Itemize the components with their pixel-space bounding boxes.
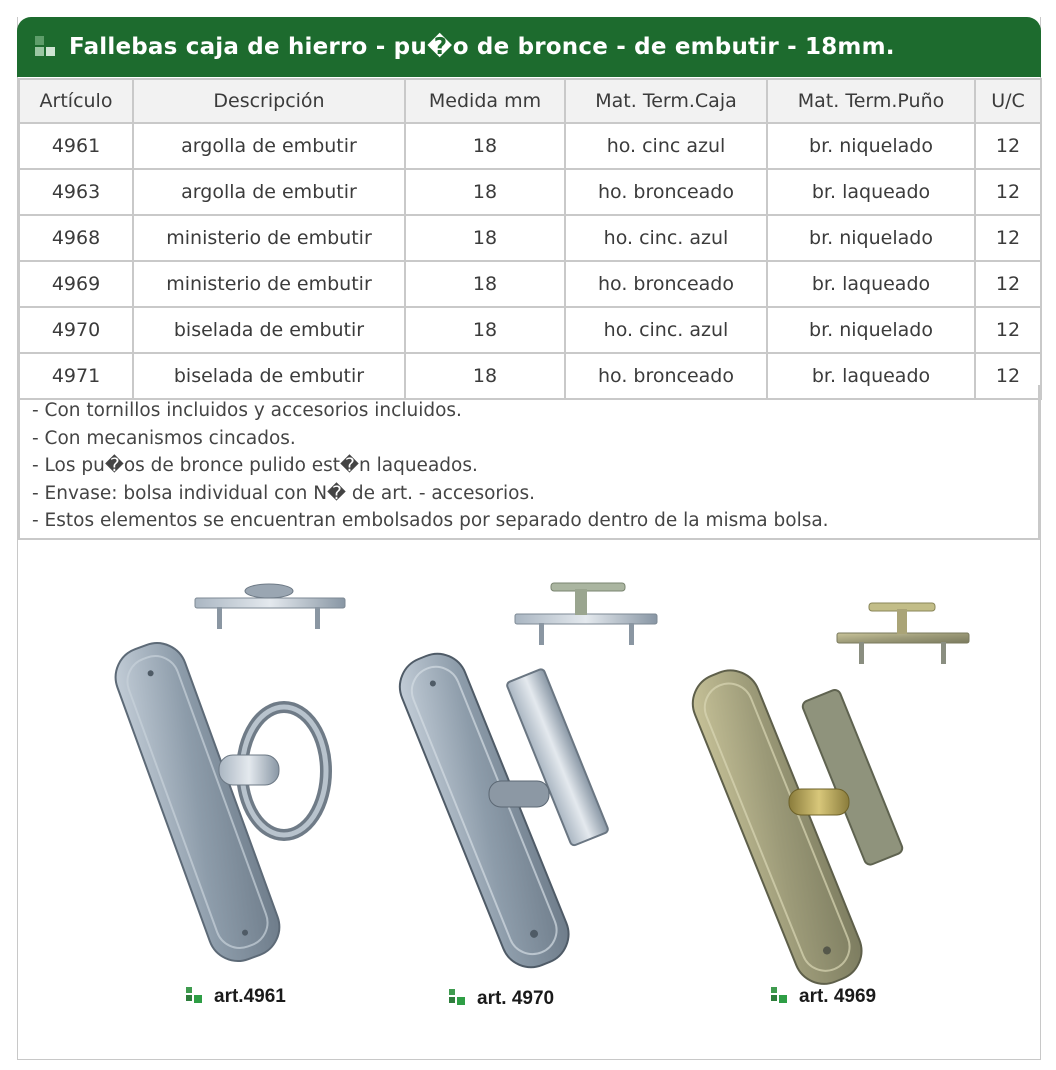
cell-box-finish: ho. bronceado bbox=[565, 169, 767, 215]
cell-units: 12 bbox=[975, 123, 1041, 169]
bullet-squares-icon bbox=[186, 987, 206, 1007]
fallebas-4961 bbox=[107, 584, 345, 969]
mounting-bar bbox=[195, 584, 345, 629]
bullet-squares-icon bbox=[449, 989, 469, 1009]
caption-label: art.4961 bbox=[214, 986, 286, 1007]
cell-box-finish: ho. bronceado bbox=[565, 353, 767, 399]
column-header: Descripción bbox=[133, 79, 405, 123]
bullet-squares-icon bbox=[771, 987, 791, 1007]
cell-size: 18 bbox=[405, 123, 565, 169]
cell-units: 12 bbox=[975, 307, 1041, 353]
table-row bbox=[19, 215, 1041, 261]
caption-label: art. 4969 bbox=[799, 986, 877, 1007]
caption-label: art. 4970 bbox=[477, 988, 555, 1009]
cell-size: 18 bbox=[405, 353, 565, 399]
cell-handle-finish: br. laqueado bbox=[767, 261, 975, 307]
fallebas-4969 bbox=[684, 603, 969, 993]
cell-units: 12 bbox=[975, 261, 1041, 307]
cell-description: ministerio de embutir bbox=[133, 215, 405, 261]
mounting-bar bbox=[515, 583, 657, 645]
bullet-squares-icon bbox=[35, 35, 59, 59]
cell-handle-finish: br. niquelado bbox=[767, 307, 975, 353]
cell-description: ministerio de embutir bbox=[133, 261, 405, 307]
caption-4970 bbox=[449, 988, 554, 1010]
mounting-bar bbox=[837, 603, 969, 664]
page-title: Fallebas caja de hierro - pu�o de bronce - de embutir - 18mm. bbox=[69, 34, 895, 60]
title-bar bbox=[17, 17, 1041, 77]
column-header: Mat. Term.Caja bbox=[565, 79, 767, 123]
note-line: - Con tornillos incluidos y accesorios incluidos. bbox=[32, 400, 462, 421]
column-header: Mat. Term.Puño bbox=[767, 79, 975, 123]
note-line: - Envase: bolsa individual con N� de art. - accesorios. bbox=[32, 482, 536, 504]
notes-block bbox=[18, 385, 1040, 540]
cell-article: 4969 bbox=[19, 261, 133, 307]
escutcheon-plate bbox=[107, 635, 288, 970]
cell-article: 4968 bbox=[19, 215, 133, 261]
table-row bbox=[19, 261, 1041, 307]
cell-size: 18 bbox=[405, 169, 565, 215]
cell-handle-finish: br. laqueado bbox=[767, 169, 975, 215]
spec-table bbox=[18, 78, 1042, 400]
cell-description: argolla de embutir bbox=[133, 123, 405, 169]
cell-box-finish: ho. bronceado bbox=[565, 261, 767, 307]
cell-description: argolla de embutir bbox=[133, 169, 405, 215]
cell-box-finish: ho. cinc azul bbox=[565, 123, 767, 169]
column-header: Artículo bbox=[19, 79, 133, 123]
cell-article: 4963 bbox=[19, 169, 133, 215]
cell-units: 12 bbox=[975, 353, 1041, 399]
cell-description: biselada de embutir bbox=[133, 353, 405, 399]
fallebas-4970 bbox=[391, 583, 657, 976]
product-illustration bbox=[19, 541, 1039, 1058]
cell-units: 12 bbox=[975, 215, 1041, 261]
cell-box-finish: ho. cinc. azul bbox=[565, 215, 767, 261]
cell-size: 18 bbox=[405, 215, 565, 261]
cell-size: 18 bbox=[405, 261, 565, 307]
table-row bbox=[19, 123, 1041, 169]
caption-4969 bbox=[771, 986, 876, 1008]
cell-box-finish: ho. cinc. azul bbox=[565, 307, 767, 353]
cell-handle-finish: br. laqueado bbox=[767, 353, 975, 399]
note-line: - Con mecanismos cincados. bbox=[32, 427, 296, 449]
column-header: Medida mm bbox=[405, 79, 565, 123]
cell-description: biselada de embutir bbox=[133, 307, 405, 353]
column-header: U/C bbox=[975, 79, 1041, 123]
cell-article: 4961 bbox=[19, 123, 133, 169]
cell-handle-finish: br. niquelado bbox=[767, 123, 975, 169]
cell-units: 12 bbox=[975, 169, 1041, 215]
cell-article: 4970 bbox=[19, 307, 133, 353]
note-line: - Los pu�os de bronce pulido est�n laqueados. bbox=[32, 455, 478, 476]
cell-size: 18 bbox=[405, 307, 565, 353]
table-header-row bbox=[19, 79, 1041, 123]
table-row bbox=[19, 307, 1041, 353]
table-row bbox=[19, 169, 1041, 215]
cell-article: 4971 bbox=[19, 353, 133, 399]
cell-handle-finish: br. niquelado bbox=[767, 215, 975, 261]
caption-4961 bbox=[186, 986, 286, 1008]
note-line: - Estos elementos se encuentran embolsados por separado dentro de la misma bolsa. bbox=[32, 510, 829, 531]
product-photo bbox=[19, 541, 1039, 1058]
